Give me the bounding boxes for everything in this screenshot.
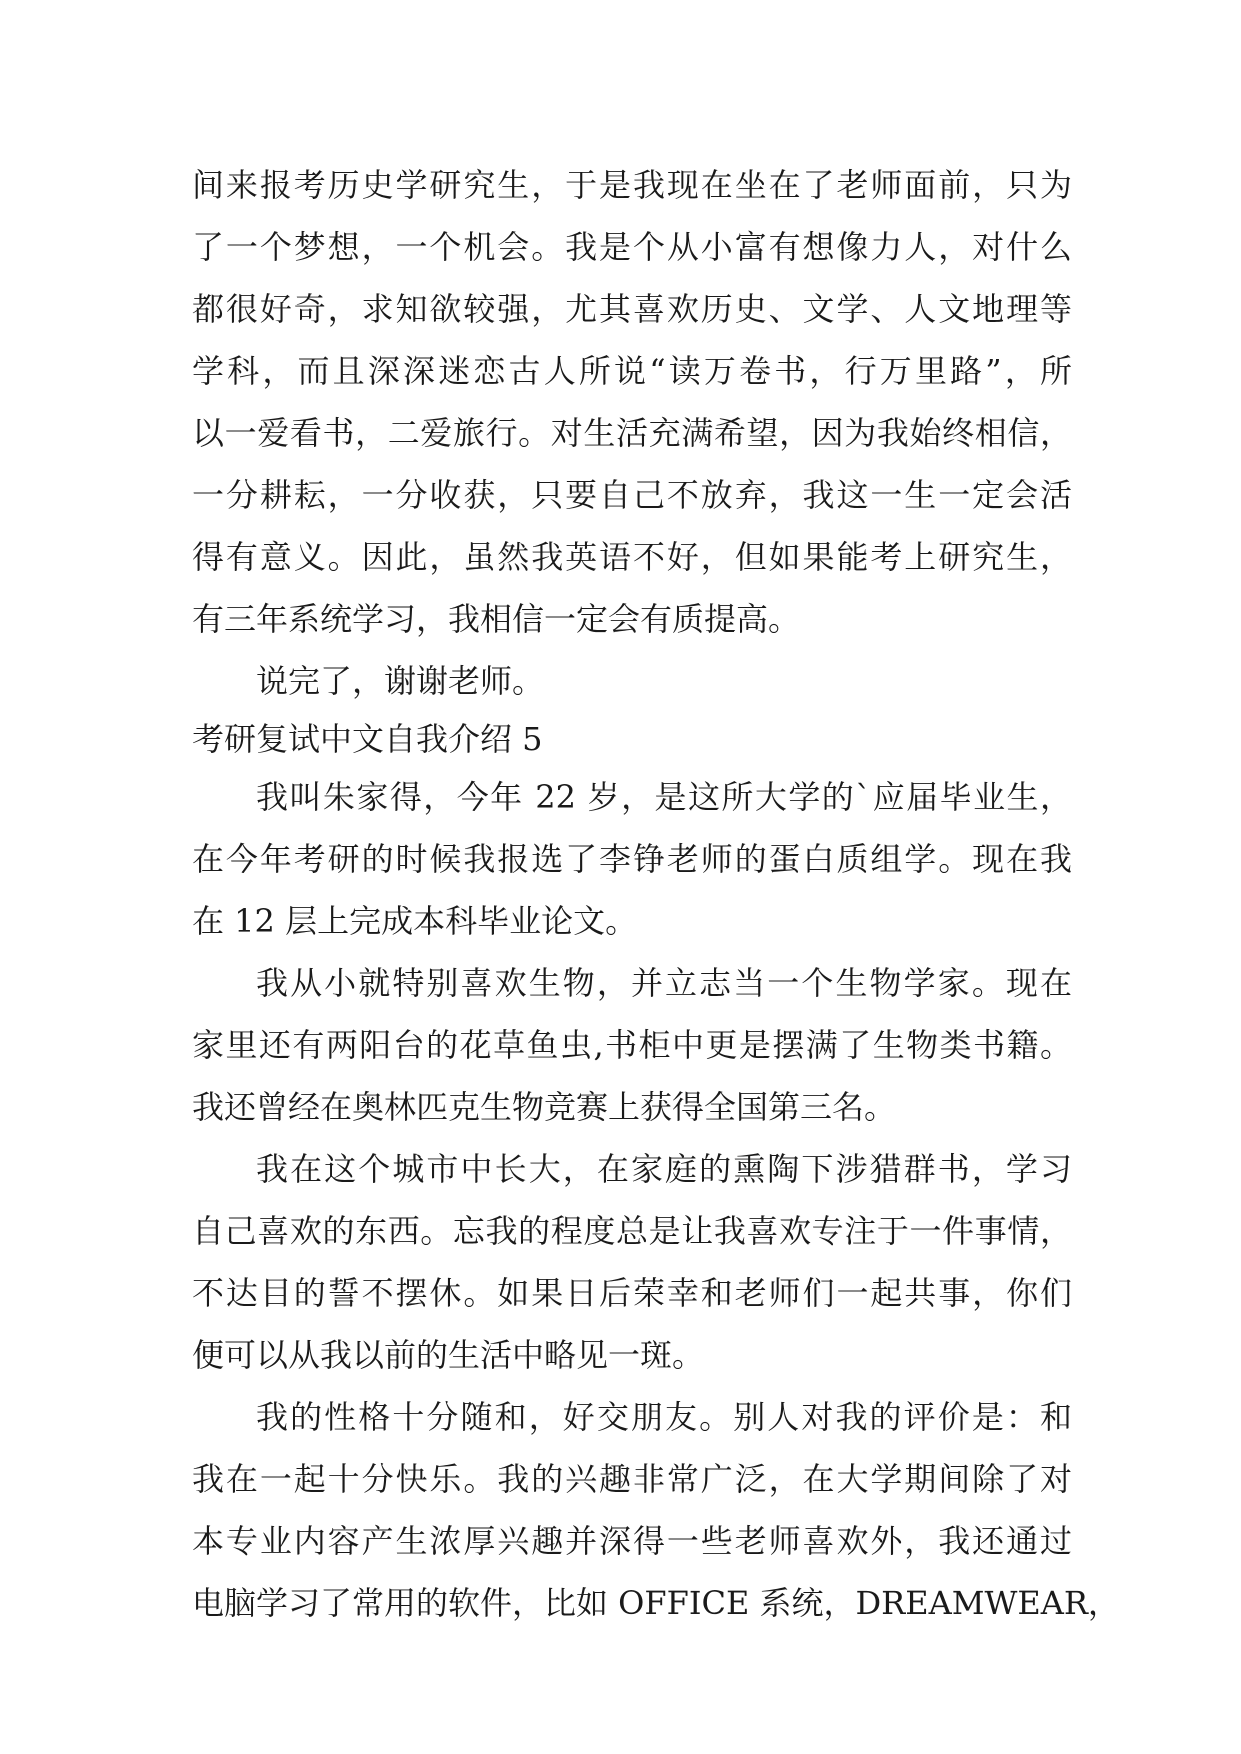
body-line: 以一爱看书，二爱旅行。对生活充满希望，因为我始终相信， — [192, 414, 1072, 452]
body-line: 都很好奇，求知欲较强，尤其喜欢历史、文学、人文地理等 — [192, 290, 1072, 328]
body-line: 我在一起十分快乐。我的兴趣非常广泛，在大学期间除了对 — [192, 1460, 1072, 1498]
body-line: 在 12 层上完成本科毕业论文。 — [192, 902, 638, 940]
body-line: 间来报考历史学研究生，于是我现在坐在了老师面前，只为 — [192, 166, 1072, 204]
body-line: 自己喜欢的东西。忘我的程度总是让我喜欢专注于一件事情， — [192, 1212, 1072, 1250]
body-line: 我还曾经在奥林匹克生物竞赛上获得全国第三名。 — [192, 1088, 897, 1126]
paragraph-line: 我叫朱家得，今年 22 岁，是这所大学的`应届毕业生， — [256, 778, 1072, 816]
paragraph-line: 我从小就特别喜欢生物，并立志当一个生物学家。现在 — [256, 964, 1072, 1002]
body-line: 学科，而且深深迷恋古人所说“读万卷书，行万里路”，所 — [192, 352, 1072, 390]
paragraph-line: 说完了，谢谢老师。 — [256, 662, 545, 700]
paragraph-line: 我在这个城市中长大，在家庭的熏陶下涉猎群书，学习 — [256, 1150, 1072, 1188]
paragraph-line: 我的性格十分随和，好交朋友。别人对我的评价是：和 — [256, 1398, 1072, 1436]
body-line: 本专业内容产生浓厚兴趣并深得一些老师喜欢外，我还通过 — [192, 1522, 1072, 1560]
body-line: 在今年考研的时候我报选了李铮老师的蛋白质组学。现在我 — [192, 840, 1072, 878]
body-line: 不达目的誓不摆休。如果日后荣幸和老师们一起共事，你们 — [192, 1274, 1072, 1312]
body-line: 了一个梦想，一个机会。我是个从小富有想像力人，对什么 — [192, 228, 1072, 266]
body-line: 得有意义。因此，虽然我英语不好，但如果能考上研究生， — [192, 538, 1072, 576]
body-line: 家里还有两阳台的花草鱼虫,书柜中更是摆满了生物类书籍。 — [192, 1026, 1072, 1064]
section-heading: 考研复试中文自我介绍 5 — [192, 720, 543, 758]
body-line: 便可以从我以前的生活中略见一斑。 — [192, 1336, 705, 1374]
body-line: 电脑学习了常用的软件，比如 OFFICE 系统，DREAMWEAR， — [192, 1584, 1120, 1622]
body-line: 有三年系统学习，我相信一定会有质提高。 — [192, 600, 801, 638]
body-line: 一分耕耘，一分收获，只要自己不放弃，我这一生一定会活 — [192, 476, 1072, 514]
